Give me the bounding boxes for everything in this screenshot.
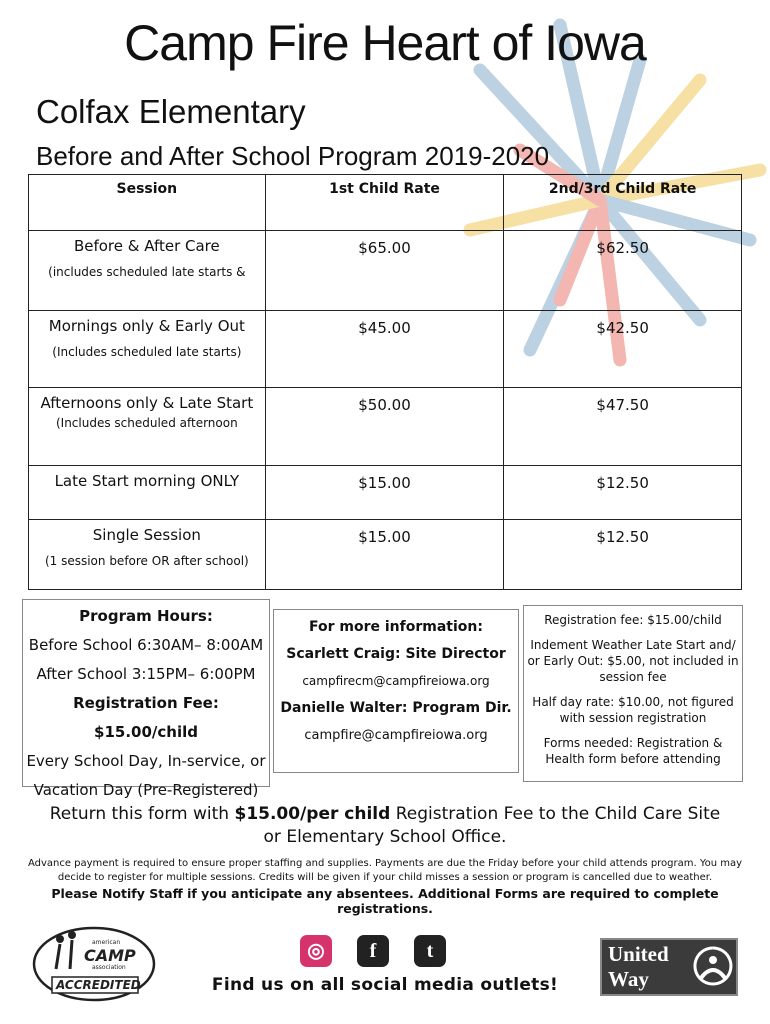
fees-box <box>523 605 743 782</box>
session-note: (Includes scheduled afternoon <box>55 416 238 430</box>
rates-table <box>28 174 742 590</box>
school-name: Colfax Elementary <box>36 93 306 130</box>
notify-staff-notice: Please Notify Staff if you anticipate any absentees. Additional Forms are required to complete registrations. <box>51 886 719 916</box>
social-media-tagline: Find us on all social media outlets! <box>211 975 559 995</box>
contact-program-director: Danielle Walter: Program Dir. <box>280 700 512 716</box>
first-child-rate: $45.00 <box>358 319 411 337</box>
return-text-start: Return this form with <box>49 804 235 824</box>
hours-fee: Registration Fee: $15.00/child <box>73 694 219 741</box>
uw-line1: United <box>608 942 669 966</box>
united-way-hand-icon <box>692 944 734 990</box>
program-hours-box <box>22 599 270 799</box>
hours-vacation: Vacation Day (Pre-Registered) <box>33 781 259 799</box>
session-note: (Includes scheduled late starts) <box>52 345 242 359</box>
hours-before: Before School 6:30AM– 8:00AM <box>28 636 264 654</box>
fee-weather: Indement Weather Late Start and/ or Early Out: $5.00, not included in session fee <box>527 638 739 684</box>
hours-title: Program Hours: <box>79 607 213 625</box>
united-way-logo <box>600 938 738 996</box>
aca-association: association <box>92 964 126 971</box>
contact-site-director: Scarlett Craig: Site Director <box>286 646 506 662</box>
united-way-wordmark <box>608 942 669 992</box>
table-row <box>29 520 742 590</box>
table-header-row <box>29 175 742 231</box>
first-child-rate: $65.00 <box>358 239 411 257</box>
fee-forms: Forms needed: Registration & Health form before attending <box>543 736 723 766</box>
facebook-icon[interactable]: f <box>357 935 389 967</box>
table-row <box>29 231 742 311</box>
aca-american: american <box>92 939 121 946</box>
second-child-rate: $47.50 <box>596 396 649 414</box>
second-child-rate: $12.50 <box>596 474 649 492</box>
header-second-child: 2nd/3rd Child Rate <box>504 175 742 231</box>
uw-line2: Way <box>608 967 649 991</box>
header-first-child: 1st Child Rate <box>265 175 504 231</box>
second-child-rate: $12.50 <box>596 528 649 546</box>
first-child-rate: $15.00 <box>358 474 411 492</box>
header-session: Session <box>29 175 266 231</box>
second-child-rate: $42.50 <box>596 319 649 337</box>
session-name: Mornings only & Early Out <box>48 317 245 335</box>
first-child-rate: $15.00 <box>358 528 411 546</box>
fee-halfday: Half day rate: $10.00, not figured with session registration <box>532 695 734 725</box>
accredited-label: ACCREDITED <box>56 978 141 992</box>
session-note: (1 session before OR after school) <box>44 554 249 568</box>
first-child-rate: $50.00 <box>358 396 411 414</box>
table-row <box>29 466 742 520</box>
hours-every: Every School Day, In-service, or <box>26 752 266 770</box>
second-child-rate: $62.50 <box>596 239 649 257</box>
return-fee: $15.00/per child <box>234 804 391 824</box>
payment-fine-print: Advance payment is required to ensure proper staffing and supplies. Payments are due the Friday before your child attends program. You may decide to register for multiple sessions. Credits will be given if your child misses a session or program is cancelled due to weather. <box>27 858 743 883</box>
info-title: For more information: <box>309 619 483 635</box>
table-row <box>29 388 742 466</box>
email-site-director: campfirecm@campfireiowa.org <box>302 674 490 688</box>
session-name: Afternoons only & Late Start <box>40 394 254 412</box>
session-name: Single Session <box>92 526 201 544</box>
email-program-director: campfire@campfireiowa.org <box>304 728 488 743</box>
session-note: (includes scheduled late starts & <box>48 265 246 279</box>
session-name: Late Start morning ONLY <box>54 472 240 490</box>
twitter-icon[interactable]: t <box>414 935 446 967</box>
program-name: Before and After School Program 2019-2020 <box>36 141 550 171</box>
contact-info-box <box>273 609 519 773</box>
instagram-icon[interactable]: ◎ <box>300 935 332 967</box>
page-title: Camp Fire Heart of Iowa <box>124 15 646 71</box>
table-row <box>29 311 742 388</box>
return-text-end: Registration Fee to the Child Care Site or Elementary School Office. <box>263 804 721 847</box>
return-instructions <box>40 803 730 849</box>
session-name: Before & After Care <box>73 237 220 255</box>
fee-registration: Registration fee: $15.00/child <box>544 613 722 627</box>
aca-camp: CAMP <box>84 946 136 965</box>
hours-after: After School 3:15PM– 6:00PM <box>36 665 256 683</box>
